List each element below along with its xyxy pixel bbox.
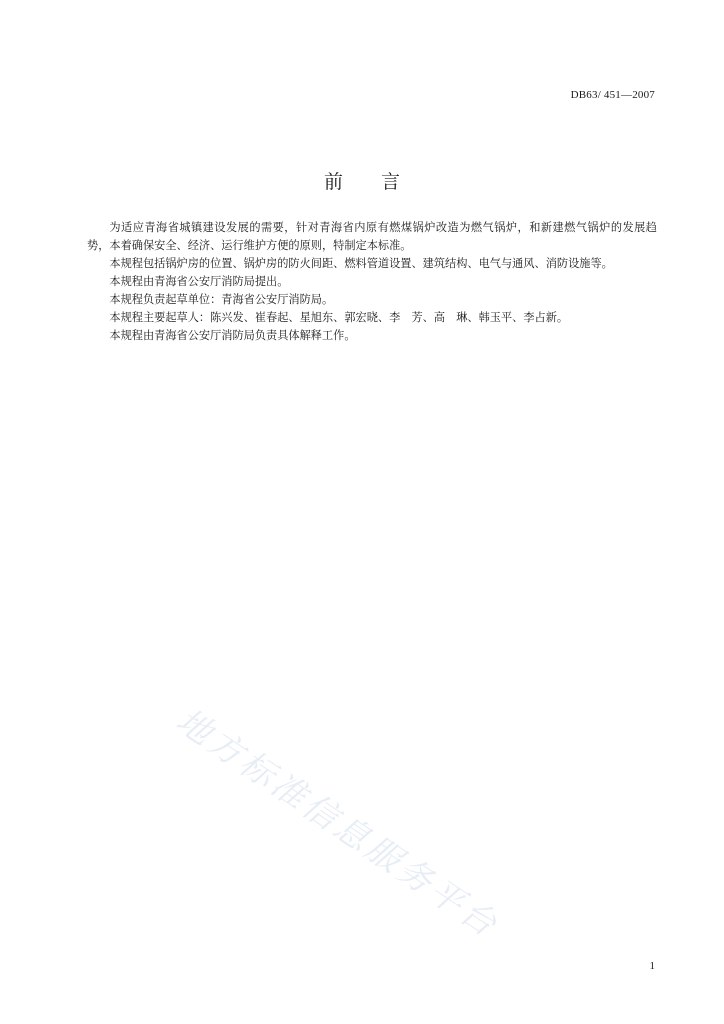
paragraph-interpretation: 本规程由青海省公安厅消防局负责具体解释工作。 [109, 329, 356, 342]
foreword-body [87, 219, 657, 345]
paragraph-purpose: 为适应青海省城镇建设发展的需要，针对青海省内原有燃煤锅炉改造为燃气锅炉，和新建燃气锅炉的发展趋势，本着确保安全、经济、运行维护方便的原则，特制定本标准。 [87, 221, 657, 252]
paragraph-scope: 本规程包括锅炉房的位置、锅炉房的防火间距、燃料管道设置、建筑结构、电气与通风、消防设施等。 [109, 257, 613, 270]
paragraph-drafters: 本规程主要起草人：陈兴发、崔春起、星旭东、郭宏晓、李 芳、高 琳、韩玉平、李占新。 [109, 311, 569, 324]
document-number: DB63/ 451—2007 [570, 89, 655, 101]
page-number: 1 [649, 960, 655, 972]
watermark: 地方标准信息服务平台 [168, 700, 507, 947]
page-title: 前言 [323, 170, 438, 193]
paragraph-proposer: 本规程由青海省公安厅消防局提出。 [109, 275, 289, 288]
paragraph-drafting-unit: 本规程负责起草单位：青海省公安厅消防局。 [109, 293, 334, 306]
